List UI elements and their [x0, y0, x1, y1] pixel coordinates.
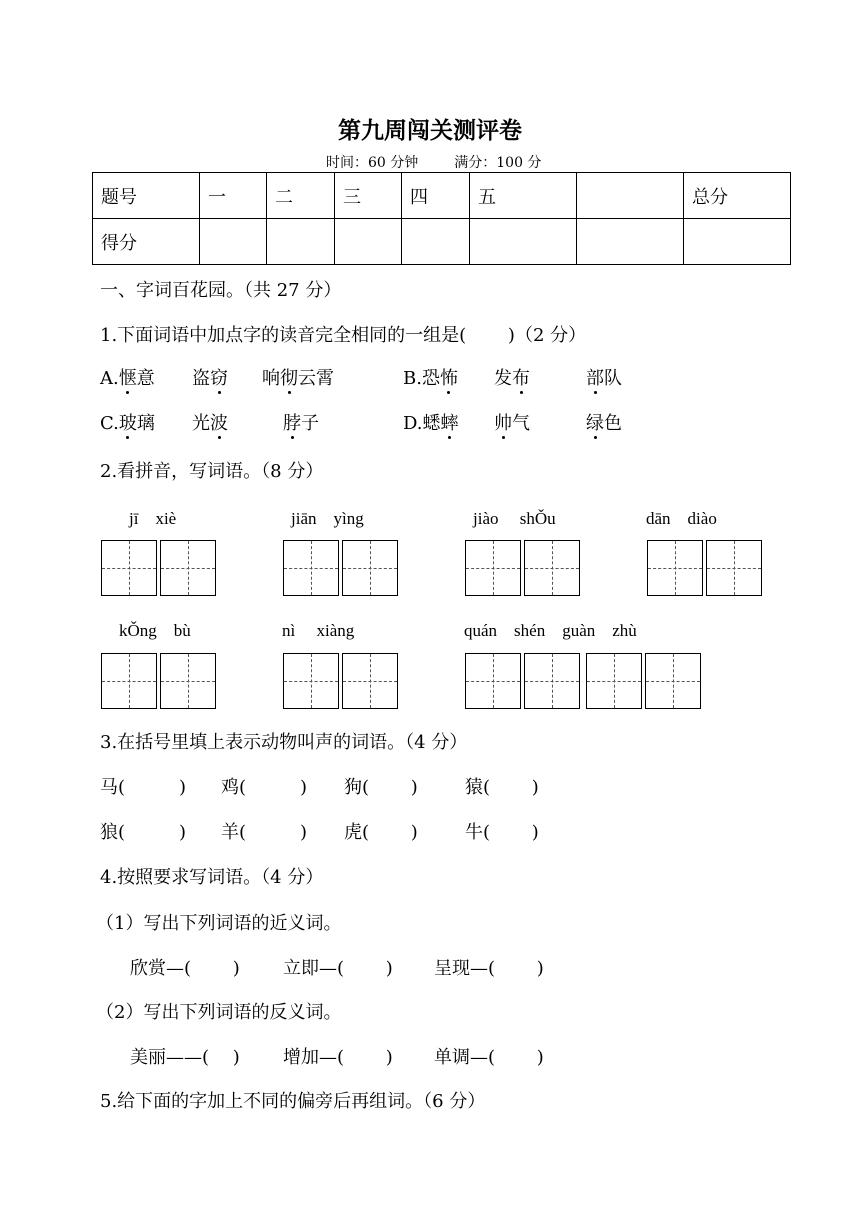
fill-blank-item[interactable]: 鸡( ) — [221, 777, 308, 798]
score-table-cell: 三 — [335, 173, 402, 219]
option-c — [100, 409, 155, 435]
question-4-prompt: 4.按照要求写词语。（4 分） — [100, 867, 324, 888]
char: 意 — [136, 368, 155, 389]
antonym-item[interactable]: 美丽——( ) — [130, 1047, 240, 1068]
option-a — [100, 364, 155, 390]
dotted-char: 窃 — [210, 368, 228, 389]
char: 云霄 — [298, 368, 334, 389]
pinyin-label: quán shén guàn zhù — [464, 621, 637, 640]
char: 发 — [494, 368, 512, 389]
writing-grid-box[interactable] — [465, 653, 521, 709]
writing-grid-box[interactable] — [342, 653, 398, 709]
score-table-cell: 五 — [470, 173, 577, 219]
fill-blank-item[interactable]: 羊( ) — [221, 822, 308, 843]
score-table-cell: 四 — [402, 173, 470, 219]
option-c-word-3 — [283, 409, 319, 435]
char: 蟋 — [422, 413, 441, 434]
pinyin-label: jiào shǑu — [473, 509, 556, 528]
score-table-cell: 总分 — [684, 173, 791, 219]
full-score: 满分：100 分 — [454, 155, 542, 171]
score-input-cell[interactable] — [335, 219, 402, 265]
dotted-char: 彻 — [280, 368, 298, 389]
score-table-header-row — [93, 173, 791, 219]
char: 璃 — [136, 413, 155, 434]
time-limit: 时间：60 分钟 — [326, 155, 419, 171]
writing-grid-box[interactable] — [524, 653, 580, 709]
dotted-char: 帅 — [494, 413, 512, 434]
score-table-score-row — [93, 219, 791, 265]
question-3-prompt: 3.在括号里填上表示动物叫声的词语。（4 分） — [100, 732, 468, 753]
writing-grid-box[interactable] — [342, 540, 398, 596]
pinyin-label: dān diào — [646, 509, 717, 528]
fill-blank-item[interactable]: 马( ) — [100, 777, 187, 798]
dotted-char: 绿 — [586, 413, 604, 434]
char: 盗 — [192, 368, 210, 389]
writing-grid-box[interactable] — [645, 653, 701, 709]
option-d-word-3 — [586, 409, 622, 435]
char: 子 — [301, 413, 319, 434]
section-heading: 一、字词百花园。（共 27 分） — [100, 280, 342, 301]
char: 光 — [192, 413, 210, 434]
dotted-char: 波 — [210, 413, 228, 434]
antonym-item[interactable]: 增加—( ) — [283, 1047, 393, 1068]
question-2-prompt: 2.看拼音，写词语。（8 分） — [100, 461, 324, 482]
question-4-sub-1: （1）写出下列词语的近义词。 — [96, 913, 342, 934]
writing-grid-box[interactable] — [706, 540, 762, 596]
writing-grid-box[interactable] — [524, 540, 580, 596]
score-table-cell: 二 — [267, 173, 335, 219]
option-b-word-2 — [494, 364, 530, 390]
pinyin-label: jiān yìng — [291, 509, 364, 528]
fill-blank-item[interactable]: 牛( ) — [465, 822, 539, 843]
writing-grid-box[interactable] — [586, 653, 642, 709]
score-input-cell[interactable] — [267, 219, 335, 265]
dotted-char: 玻 — [118, 413, 137, 434]
score-input-cell[interactable] — [684, 219, 791, 265]
option-label: A. — [100, 368, 119, 389]
option-a-word-2 — [192, 364, 228, 390]
score-input-cell[interactable] — [200, 219, 267, 265]
char: 队 — [604, 368, 622, 389]
char: 响 — [262, 368, 280, 389]
fill-blank-item[interactable]: 狗( ) — [344, 777, 418, 798]
writing-grid-box[interactable] — [101, 540, 157, 596]
writing-grid-box[interactable] — [160, 653, 216, 709]
question-4-sub-2: （2）写出下列词语的反义词。 — [96, 1002, 342, 1023]
dotted-char: 怖 — [439, 368, 458, 389]
pinyin-label: kǑng bù — [119, 621, 191, 640]
fill-blank-item[interactable]: 虎( ) — [344, 822, 418, 843]
fill-blank-item[interactable]: 猿( ) — [465, 777, 539, 798]
synonym-item[interactable]: 欣赏—( ) — [130, 958, 240, 979]
option-d-word-2 — [494, 409, 530, 435]
score-table-cell: 题号 — [93, 173, 200, 219]
pinyin-label: jī xiè — [129, 509, 177, 528]
dotted-char: 布 — [512, 368, 530, 389]
score-table-cell: 一 — [200, 173, 267, 219]
dotted-char: 脖 — [283, 413, 301, 434]
char: 气 — [512, 413, 530, 434]
pinyin-label: nì xiàng — [282, 621, 355, 640]
writing-grid-box[interactable] — [647, 540, 703, 596]
fill-blank-item[interactable]: 狼( ) — [100, 822, 187, 843]
score-table — [92, 172, 791, 265]
score-input-cell[interactable] — [577, 219, 684, 265]
score-input-cell[interactable] — [470, 219, 577, 265]
score-input-cell[interactable] — [402, 219, 470, 265]
option-d — [403, 409, 459, 435]
option-label: C. — [100, 413, 119, 434]
synonym-item[interactable]: 呈现—( ) — [434, 958, 544, 979]
synonym-item[interactable]: 立即—( ) — [283, 958, 393, 979]
option-b — [403, 364, 458, 390]
char: 色 — [604, 413, 622, 434]
page-title: 第九周闯关测评卷 — [338, 117, 522, 144]
option-c-word-2 — [192, 409, 228, 435]
dotted-char: 惬 — [118, 368, 137, 389]
exam-info — [326, 152, 541, 172]
option-b-word-3 — [586, 364, 622, 390]
score-table-cell — [577, 173, 684, 219]
question-1-prompt: 1.下面词语中加点字的读音完全相同的一组是( )（2 分） — [100, 325, 587, 346]
dotted-char: 蟀 — [440, 413, 459, 434]
score-table-cell: 得分 — [93, 219, 200, 265]
dotted-char: 部 — [586, 368, 604, 389]
option-label: D. — [403, 413, 423, 434]
writing-grid-box[interactable] — [160, 540, 216, 596]
writing-grid-box[interactable] — [283, 540, 339, 596]
char: 恐 — [421, 368, 440, 389]
antonym-item[interactable]: 单调—( ) — [434, 1047, 544, 1068]
writing-grid-box[interactable] — [101, 653, 157, 709]
option-a-word-3 — [262, 364, 334, 390]
option-label: B. — [403, 368, 422, 389]
writing-grid-box[interactable] — [283, 653, 339, 709]
writing-grid-box[interactable] — [465, 540, 521, 596]
question-5-prompt: 5.给下面的字加上不同的偏旁后再组词。（6 分） — [100, 1091, 486, 1112]
